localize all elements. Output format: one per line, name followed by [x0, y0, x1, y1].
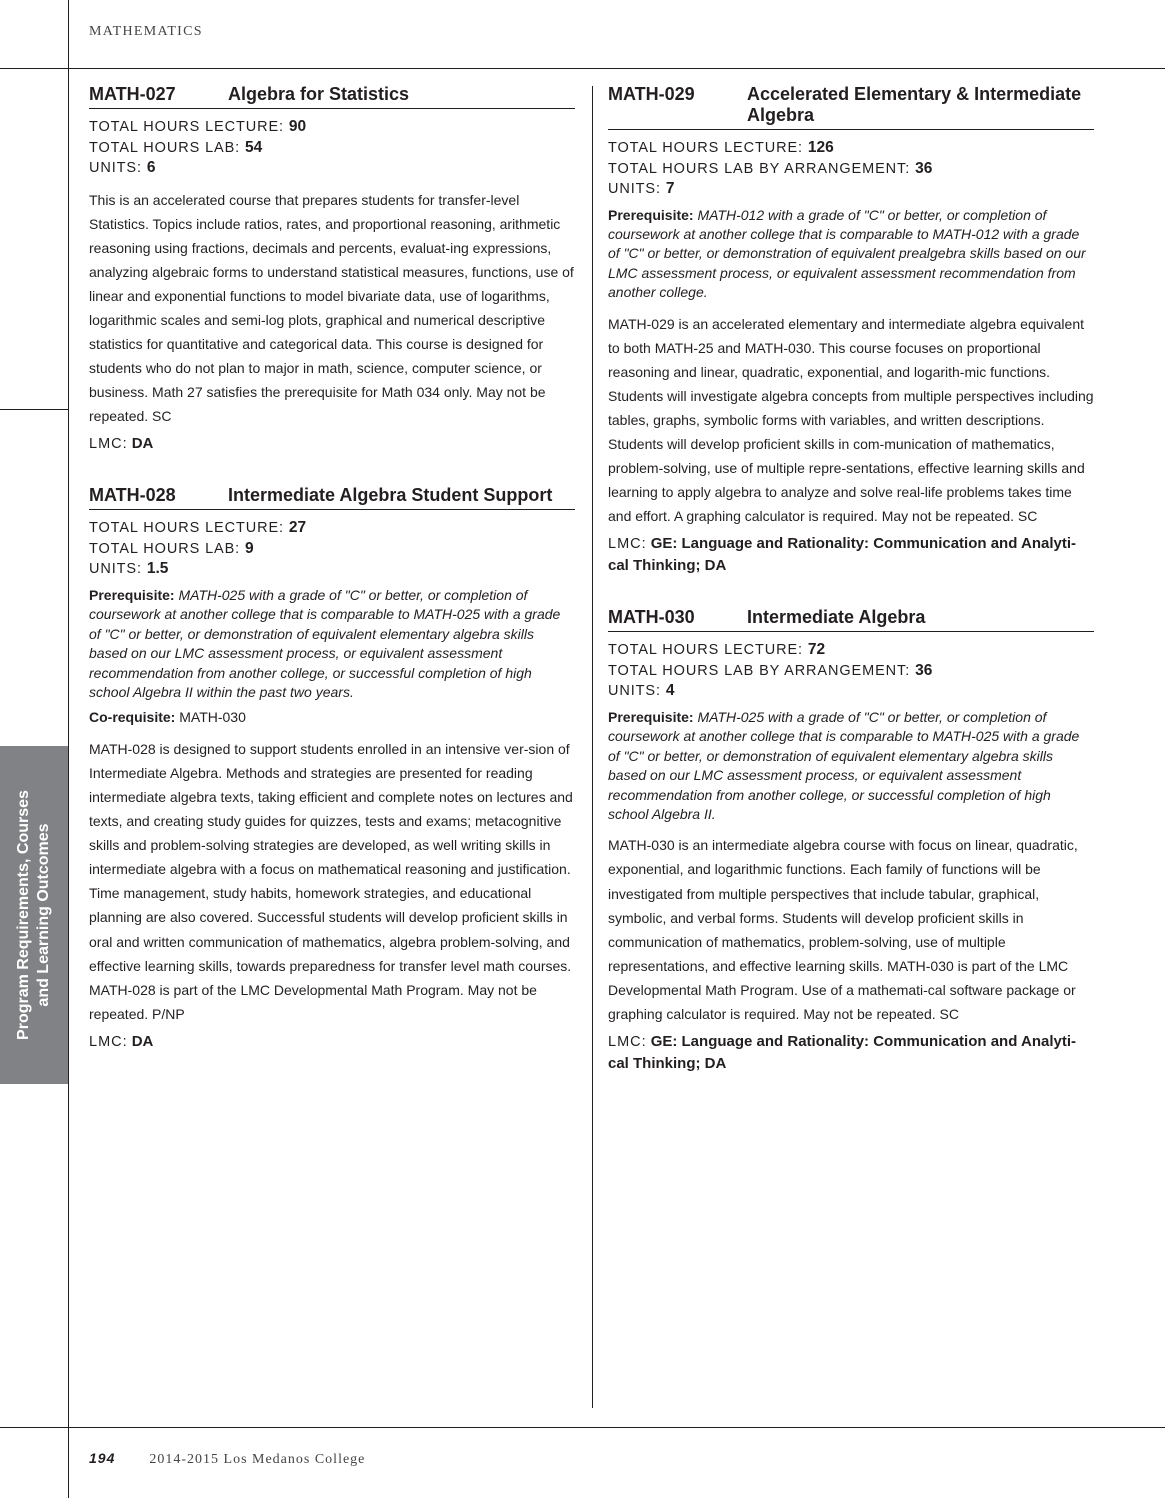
course-math-028	[89, 485, 575, 1052]
corequisite	[89, 708, 575, 727]
column-divider	[592, 86, 593, 1408]
footer-rule	[0, 1427, 1165, 1428]
course-title: Accelerated Elementary & Intermediate Algebra	[747, 84, 1082, 125]
lab-hours-value: 54	[245, 138, 263, 156]
lmc-value: GE: Language and Rationality: Communication and Analyti-cal Thinking; DA	[608, 535, 1076, 575]
course-code: MATH-029	[608, 84, 695, 104]
corequisite-label: Co-requisite:	[89, 709, 176, 726]
lab-hours-value: 36	[915, 159, 933, 177]
lab-hours-label: TOTAL HOURS LAB BY ARRANGEMENT:	[608, 160, 911, 177]
prerequisite	[89, 586, 575, 702]
course-title: Intermediate Algebra	[747, 607, 926, 628]
lab-hours-row	[608, 159, 1094, 180]
units-row	[89, 559, 575, 580]
course-heading	[608, 84, 1094, 130]
lab-hours-value: 36	[915, 661, 933, 679]
lab-hours-label: TOTAL HOURS LAB:	[89, 540, 241, 557]
course-title: Intermediate Algebra Student Support	[228, 485, 553, 506]
course-heading	[89, 84, 575, 109]
prerequisite-label: Prerequisite:	[608, 206, 694, 223]
units-value: 6	[146, 159, 156, 176]
units-row	[608, 179, 1094, 200]
course-title: Algebra for Statistics	[228, 84, 410, 104]
lab-hours-label: TOTAL HOURS LAB BY ARRANGEMENT:	[608, 662, 911, 679]
units-value: 4	[665, 682, 675, 700]
prerequisite-text: MATH-025 with a grade of "C" or better, or completion of coursework at another college that is comparable to MATH-025 with a grade of "C" or better, or demonstration of equivalent elementary algebra skills based on our LMC assessment process, or equivalent assessment recommendation from another college, or successful completion of high school Algebra II.	[608, 708, 1080, 822]
units-row	[89, 158, 575, 179]
course-heading	[89, 485, 575, 510]
lmc-row	[89, 433, 575, 455]
page-footer	[89, 1450, 365, 1468]
prerequisite-label: Prerequisite:	[89, 586, 175, 603]
running-head: MATHEMATICS	[89, 24, 203, 39]
lmc-row	[608, 533, 1094, 577]
lmc-label: LMC:	[89, 436, 128, 453]
course-code: MATH-028	[89, 485, 176, 506]
course-description: MATH-030 is an intermediate algebra course with focus on linear, quadratic, exponential, and logarithmic functions. Each family of functions will be investigated from multiple perspectives that include tabular, graphical, symbolic, and verbal forms. Students will develop proficient skills in communication of mathematics, problem-solving, use of multiple representations, and effective learning skills. MATH-030 is part of the LMC Developmental Math Program. Use of a mathemati-cal software package or graphing calculator is required. May not be repeated. SC	[608, 837, 1078, 1022]
lecture-hours-label: TOTAL HOURS LECTURE:	[608, 140, 803, 156]
course-math-027	[89, 84, 575, 455]
lecture-hours-row	[608, 640, 1094, 661]
lecture-hours-label: TOTAL HOURS LECTURE:	[89, 520, 284, 537]
units-row	[608, 681, 1094, 702]
units-label: UNITS:	[89, 160, 142, 176]
lab-hours-row	[89, 539, 575, 560]
course-description: This is an accelerated course that prepares students for transfer-level Statistics. Topics include ratios, rates, and proportional reasoning, arithmetic reasoning using fractions, decimals and percents, evaluat-ing expressions, analyzing algebraic forms to understand statistical measures, functions, use of linear and exponential functions to model bivariate data, use of logarithms, logarithmic scales and semi-log plots, graphical and numerical descriptive statistics for quantitative and categorical data. This course is designed for students who do not plan to major in math, science, computer science, or business. Math 27 satisfies the prerequisite for Math 034 only. May not be repeated. SC	[89, 191, 574, 425]
lecture-hours-value: 27	[288, 519, 307, 537]
side-tab-label	[14, 750, 54, 1080]
right-column	[608, 84, 1094, 1105]
units-label: UNITS:	[89, 561, 142, 578]
course-code: MATH-027	[89, 84, 176, 104]
lmc-label: LMC:	[608, 1034, 647, 1051]
side-tab-line-2: and Learning Outcomes	[35, 823, 52, 1007]
lab-hours-row	[608, 661, 1094, 682]
lmc-label: LMC:	[608, 536, 647, 553]
side-rule	[0, 409, 68, 410]
course-math-029	[608, 84, 1094, 577]
lecture-hours-row	[608, 138, 1094, 159]
lecture-hours-value: 126	[807, 139, 834, 156]
lab-hours-row	[89, 138, 575, 159]
publication-title: 2014-2015 Los Medanos College	[149, 1452, 366, 1467]
lmc-value: GE: Language and Rationality: Communication and Analyti-cal Thinking; DA	[608, 1033, 1076, 1073]
corequisite-text: MATH-030	[179, 709, 246, 726]
prerequisite	[608, 206, 1094, 303]
lmc-value: DA	[131, 1032, 154, 1050]
header-rule	[0, 68, 1165, 69]
side-tab-line-1: Program Requirements, Courses	[15, 790, 32, 1040]
prerequisite-text: MATH-025 with a grade of "C" or better, or completion of coursework at another college that is comparable to MATH-025 with a grade of "C" or better, or demonstration of equivalent elementary algebra skills based on our LMC assessment process, or equivalent assessment recommendation from another college, or successful completion of high school Algebra II within the past two years.	[89, 586, 561, 700]
lecture-hours-row	[89, 117, 575, 138]
lecture-hours-row	[89, 518, 575, 539]
lab-hours-label: TOTAL HOURS LAB:	[89, 139, 241, 156]
course-math-030	[608, 607, 1094, 1075]
lecture-hours-label: TOTAL HOURS LECTURE:	[89, 119, 284, 135]
prerequisite-text: MATH-012 with a grade of "C" or better, or completion of coursework at another college that is comparable to MATH-012 with a grade of "C" or better, or demonstration of equivalent prealgebra skills based on our LMC assessment process, or equivalent assessment recommendation from another college.	[608, 206, 1086, 301]
units-value: 1.5	[146, 560, 169, 578]
section-side-tab	[0, 746, 68, 1084]
lecture-hours-label: TOTAL HOURS LECTURE:	[608, 642, 803, 659]
prerequisite	[608, 708, 1094, 824]
course-description: MATH-029 is an accelerated elementary and intermediate algebra equivalent to both MATH-25 and MATH-030. This course focuses on proportional reasoning and linear, quadratic, exponential, and logarith-mic functions. Students will investigate algebra concepts from multiple perspectives including tables, graphs, symbolic forms with variables, and written descriptions. Students will develop proficient skills in com-munication of mathematics, problem-solving, use of multiple repre-sentations, effective learning skills and learning to apply algebra to analyze and solve real-life problems takes time and effort. A graphing calculator is required. May not be repeated. SC	[608, 315, 1094, 525]
course-heading	[608, 607, 1094, 632]
units-label: UNITS:	[608, 181, 661, 197]
course-description: MATH-028 is designed to support students enrolled in an intensive ver-sion of Intermediate Algebra. Methods and strategies are presented for reading intermediate algebra texts, taking efficient and complete notes on lectures and texts, and creating study guides for quizzes, tests and exams; metacognitive skills and problem-solving strategies are developed, as well writing skills in intermediate algebra with a focus on mathematical reasoning and justification. Time management, study habits, homework strategies, and educational planning are also covered. Successful students will develop proficient skills in oral and written communication of mathematics, algebra problem-solving, and effective learning skills, towards preparedness for transfer level math courses. MATH-028 is part of the LMC Developmental Math Program. May not be repeated. P/NP	[89, 740, 573, 1022]
prerequisite-label: Prerequisite:	[608, 708, 694, 725]
lmc-row	[608, 1031, 1094, 1075]
page-number: 194	[89, 1450, 116, 1466]
lmc-label: LMC:	[89, 1033, 128, 1050]
lmc-value: DA	[131, 435, 154, 453]
lecture-hours-value: 90	[288, 118, 307, 135]
lmc-row	[89, 1031, 575, 1053]
units-label: UNITS:	[608, 683, 661, 700]
units-value: 7	[665, 180, 675, 197]
left-column	[89, 84, 575, 1083]
lab-hours-value: 9	[245, 539, 254, 557]
course-code: MATH-030	[608, 607, 695, 628]
margin-rule	[68, 0, 69, 1498]
lecture-hours-value: 72	[807, 641, 826, 659]
